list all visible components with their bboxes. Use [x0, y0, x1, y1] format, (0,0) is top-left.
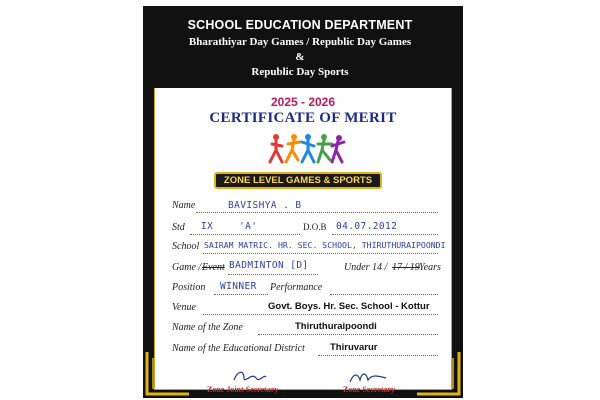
name-value: BAVISHYA . B	[228, 200, 302, 211]
game-line	[228, 274, 318, 275]
venue-line	[203, 314, 438, 315]
dob-label: D.O.B	[303, 222, 327, 232]
joint-secretary-label: Zone Joint Secretary	[207, 385, 279, 394]
secretary-signature	[348, 368, 388, 386]
performance-label: Performance	[270, 282, 323, 293]
department-title: SCHOOL EDUCATION DEPARTMENT	[187, 18, 413, 32]
std-value: IX	[201, 221, 214, 232]
zone-value: Thiruthuraipoondi	[295, 321, 377, 332]
ampersand: &	[295, 51, 305, 63]
sports-title: Republic Day Sports	[251, 66, 349, 78]
position-label: Position	[172, 282, 206, 293]
games-title: Bharathiyar Day Games / Republic Day Games	[188, 36, 412, 48]
name-line	[196, 212, 438, 213]
venue-value: Govt. Boys. Hr. Sec. School - Kottur	[268, 301, 430, 312]
district-label: Name of the Educational District	[172, 343, 305, 354]
std-label: Std	[172, 222, 185, 233]
game-value: BADMINTON [D]	[229, 260, 309, 271]
zone-label: Name of the Zone	[172, 322, 243, 333]
venue-label: Venue	[172, 302, 196, 313]
event-label: Event	[202, 262, 225, 273]
position-line	[214, 294, 268, 295]
dob-value: 04.07.2012	[336, 221, 398, 232]
under-strike: 17 / 19	[392, 262, 420, 273]
joint-secretary-signature	[232, 368, 268, 386]
secretary-label: Zone Secretary	[343, 385, 396, 394]
years-label: Years	[419, 262, 441, 273]
section-value: 'A'	[239, 221, 258, 232]
zone-level-banner: ZONE LEVEL GAMES & SPORTS	[214, 172, 382, 189]
sports-athletes-icon	[262, 132, 348, 168]
zone-line	[258, 334, 438, 335]
performance-line	[330, 294, 438, 295]
dob-line	[332, 234, 438, 235]
academic-year: 2025 - 2026	[270, 95, 336, 109]
position-value: WINNER	[220, 281, 257, 292]
school-label: School	[172, 241, 200, 252]
name-label: Name	[172, 200, 196, 211]
std-line	[190, 234, 300, 235]
school-value: SAIRAM MATRIC. HR. SEC. SCHOOL, THIRUTHURAIPOONDI	[204, 240, 446, 250]
school-line	[203, 253, 438, 254]
certificate-title: CERTIFICATE OF MERIT	[209, 110, 397, 126]
under-label: Under 14 /	[344, 262, 388, 273]
district-line	[318, 355, 438, 356]
game-label: Game /	[172, 262, 202, 273]
district-value: Thiruvarur	[330, 342, 378, 353]
